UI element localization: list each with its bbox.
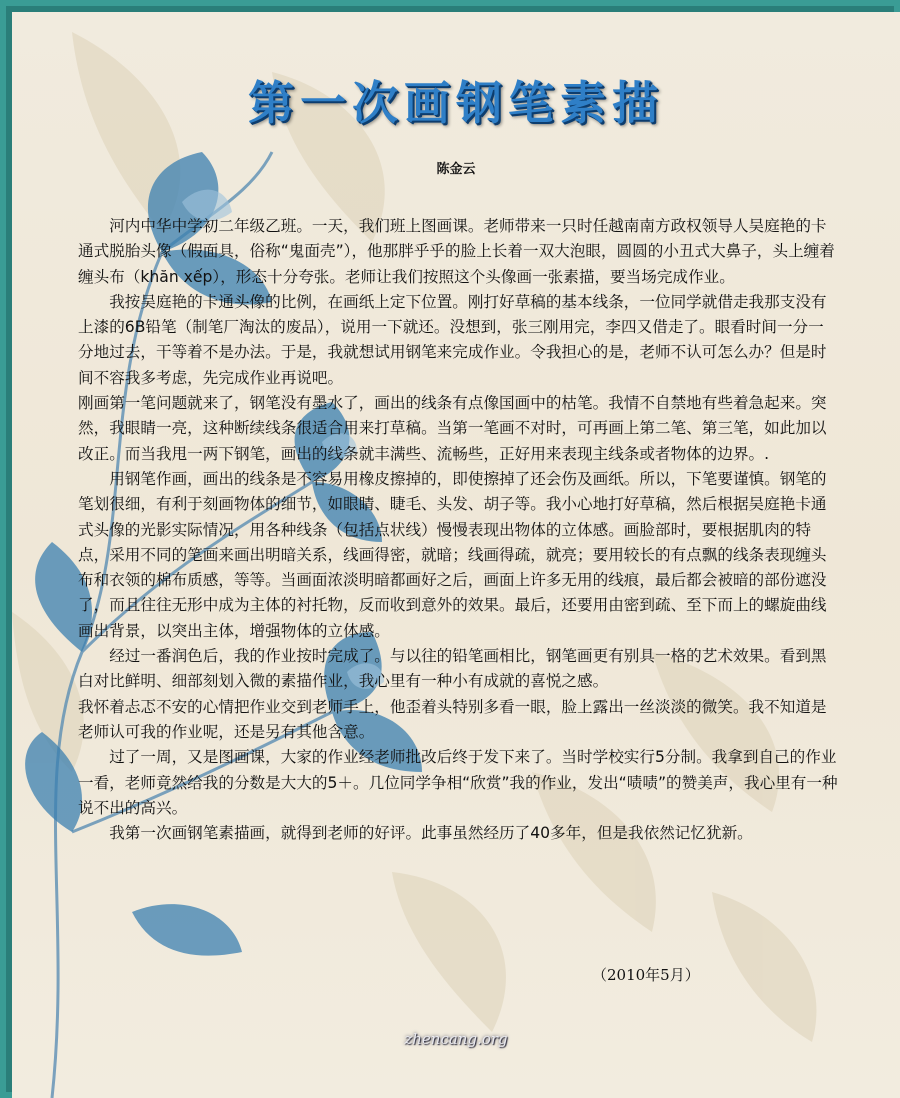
paragraph: 我怀着忐忑不安的心情把作业交到老师手上，他歪着头特别多看一眼，脸上露出一丝淡淡的微笑。我不知道是老师认可我的作业呢，还是另有其他含意。 bbox=[78, 697, 827, 741]
paragraph: 河内中华中学初二年级乙班。一天，我们班上图画课。老师带来一只时任越南南方政权领导人吴庭艳的卡通式脱胎头像（假面具，俗称“鬼面壳”），他那胖乎乎的脸上长着一双大泡眼，圆圆的小丑式大鼻子，头上缠着缠头布（khăn xếp），形态十分夸张。老师让我们按照这个头像画一张素描，要当场完成作业。 bbox=[78, 217, 835, 286]
paragraph: 我第一次画钢笔素描画，就得到老师的好评。此事虽然经历了40多年，但是我依然记忆犹新。 bbox=[109, 824, 753, 843]
paragraph: 过了一周，又是图画课，大家的作业经老师批改后终于发下来了。当时学校实行5分制。我拿到自己的作业一看，老师竟然给我的分数是大大的5＋。几位同学争相“欣赏”我的作业，发出“啧啧”的赞美声，我心里有一种说不出的高兴。 bbox=[78, 748, 838, 817]
paragraph: 用钢笔作画，画出的线条是不容易用橡皮擦掉的，即使擦掉了还会伤及画纸。所以，下笔要谨慎。钢笔的笔划很细，有利于刻画物体的细节，如眼睛、睫毛、头发、胡子等。我小心地打好草稿，然后根据吴庭艳卡通式头像的光影实际情况，用各种线条（包括点状线）慢慢表现出物体的立体感。画脸部时，要根据肌肉的特点，采用不同的笔画来画出明暗关系，线画得密，就暗；线画得疏，就亮；要用较长的有点飘的线条表现缠头布和衣领的棉布质感，等等。当画面浓淡明暗都画好之后，画面上许多无用的线痕，最后都会被暗的部份遮没了，而且往往无形中成为主体的衬托物，反而收到意外的效果。最后，还要用由密到疏、至下而上的螺旋曲线画出背景，以突出主体，增强物体的立体感。 bbox=[78, 469, 827, 640]
paper-background bbox=[12, 12, 900, 1098]
article-date: （2010年5月） bbox=[592, 966, 700, 984]
article-title: 第一次画钢笔素描 bbox=[248, 76, 664, 130]
article-body bbox=[78, 214, 838, 846]
author-name: 陈金云 bbox=[436, 162, 476, 177]
paragraph: 刚画第一笔问题就来了，钢笔没有墨水了，画出的线条有点像国画中的枯笔。我情不自禁地有些着急起来。突然，我眼睛一亮，这种断续线条很适合用来打草稿。当第一笔画不对时，可再画上第二笔、第三笔，如此加以改正。而当我甩一两下钢笔，画出的线条就丰满些、流畅些，正好用来表现主线条或者物体的边界。. bbox=[78, 394, 827, 463]
paragraph: 我按吴庭艳的卡通头像的比例，在画纸上定下位置。刚打好草稿的基本线条，一位同学就借走我那支没有上漆的6B铅笔（制笔厂淘汰的废品），说用一下就还。没想到，张三刚用完，李四又借走了。眼看时间一分一分地过去，干等着不是办法。于是，我就想试用钢笔来完成作业。令我担心的是，老师不认可怎么办？但是时间不容我多考虑，先完成作业再说吧。 bbox=[78, 292, 827, 387]
site-watermark: zhencang.org bbox=[404, 1030, 508, 1048]
paragraph: 经过一番润色后，我的作业按时完成了。与以往的铅笔画相比，钢笔画更有别具一格的艺术效果。看到黑白对比鲜明、细部刻划入微的素描作业，我心里有一种小有成就的喜悦之感。 bbox=[78, 647, 827, 691]
